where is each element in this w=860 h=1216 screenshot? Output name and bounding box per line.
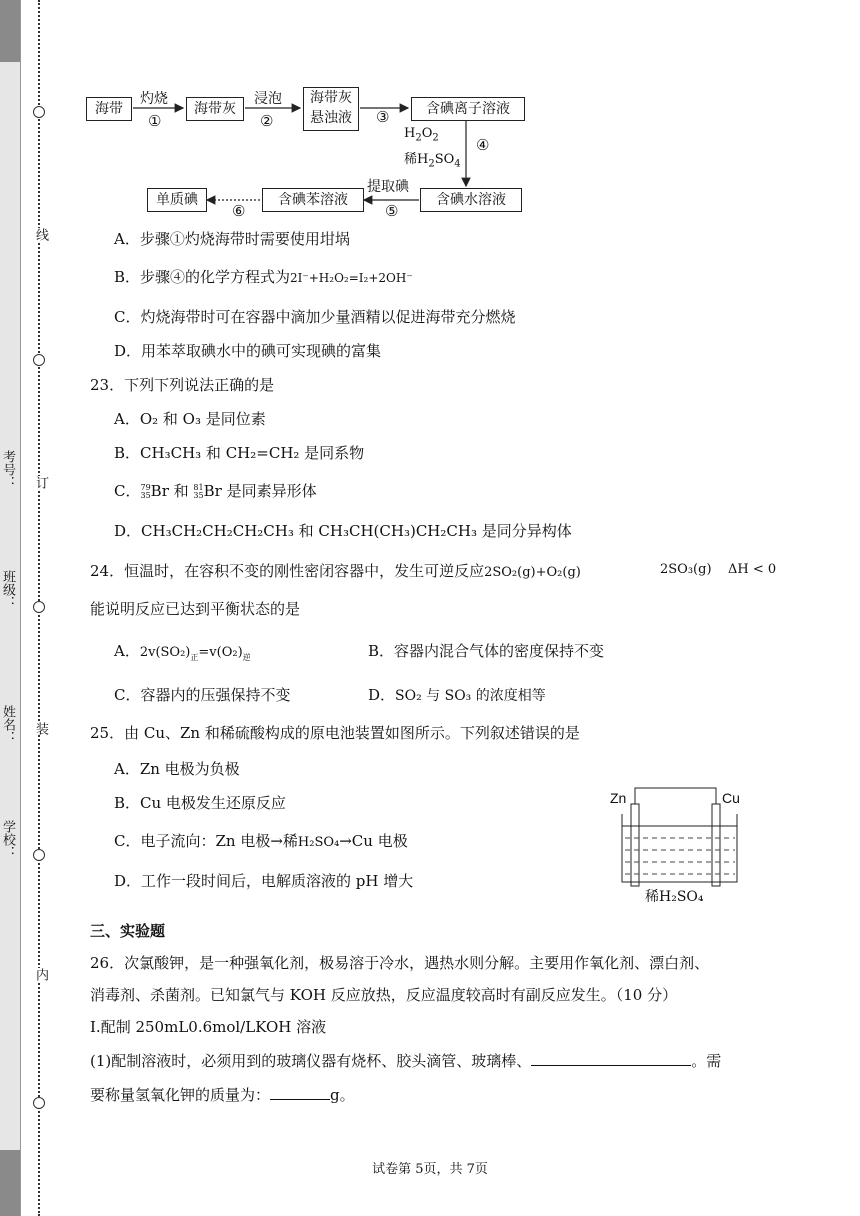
q26-question1-text2: 。需 <box>691 1052 722 1070</box>
q26-question1-line2-unit: g。 <box>330 1086 355 1104</box>
q24-option-a-sub1: 正 <box>190 653 199 662</box>
binding-circle <box>33 354 45 366</box>
q23-br81-atomic: 35 <box>193 491 204 500</box>
q22-option-b-equation: 2I⁻+H₂O₂=I₂+2OH⁻ <box>290 271 413 285</box>
q24-option-c: C．容器内的压强保持不变 <box>114 686 291 704</box>
q23-option-c <box>114 480 317 502</box>
q25-option-c <box>114 830 408 854</box>
q24-option-b: B．容器内混合气体的密度保持不变 <box>368 642 605 660</box>
q24-eq-left: 2SO₂(g)+O₂(g) <box>484 565 581 580</box>
info-number: 考号： <box>0 450 15 489</box>
q24-option-a-eq1: 2v(SO₂) <box>139 645 191 660</box>
q24-stem <box>90 560 581 584</box>
q25-option-c-h2so4: H₂SO₄ <box>297 835 340 850</box>
q23-option-c-text: 是同素异形体 <box>221 482 317 500</box>
q26-question1-line2 <box>90 1084 355 1106</box>
binding-char-ding: 订 <box>33 476 48 489</box>
q22-option-c: C．灼烧海带时可在容器中滴加少量酒精以促进海带充分燃烧 <box>114 308 516 326</box>
q24-option-a-sub2: 逆 <box>242 653 251 662</box>
q22-option-a: A．步骤①灼烧海带时需要使用坩埚 <box>114 230 350 248</box>
q24-eq-right: 2SO₃(g) <box>660 562 712 577</box>
q24-option-a-label: A． <box>114 642 140 660</box>
q26-line2: 消毒剂、杀菌剂。已知氯气与 KOH 反应放热，反应温度较高时有副反应发生。（10 分） <box>90 986 678 1004</box>
q23-option-c-label: C． <box>114 482 141 500</box>
figure-label-zn: Zn <box>610 790 627 806</box>
flow-node-suspension-line2: 悬浊液 <box>310 110 352 126</box>
q26-question1 <box>90 1050 721 1072</box>
q26-question1-text: (1)配制溶液时，必须用到的玻璃仪器有烧杯、胶头滴管、玻璃棒、 <box>90 1052 532 1070</box>
q25-option-c-text: C．电子流向：Zn 电极→稀 <box>114 832 298 850</box>
q24-option-d-text: SO₂ 与 SO₃ 的浓度相等 <box>395 688 546 704</box>
binding-char-nei: 内 <box>33 968 48 981</box>
figure-caption: 稀H₂SO₄ <box>645 889 704 905</box>
flow-node-haidai: 海带 <box>86 97 132 121</box>
flow-step-label: 灼烧 <box>140 91 168 107</box>
flow-node-suspension-line1: 海带灰 <box>310 90 352 106</box>
flow-node-haidaihui: 海带灰 <box>186 97 244 121</box>
q23-br81-nuclide-numbers <box>193 484 203 500</box>
binding-circle <box>33 1097 45 1109</box>
q26-subheading: I.配制 250mL0.6mol/LKOH 溶液 <box>90 1018 327 1036</box>
flow-step-number: ④ <box>476 136 490 154</box>
section-heading: 三、实验题 <box>90 922 166 940</box>
flow-step-number: ⑤ <box>385 202 399 220</box>
flow-node-iodine-water: 含碘水溶液 <box>420 188 522 212</box>
q22-option-d: D．用苯萃取碘水中的碘可实现碘的富集 <box>114 342 382 360</box>
info-name: 姓名： <box>0 705 15 744</box>
q23-br81-mass: 81 <box>193 483 204 492</box>
page-footer: 试卷第 5页，共 7页 <box>372 1162 488 1177</box>
q24-option-a-eq2: =v(O₂) <box>198 645 243 660</box>
flow-reagent-h2o2: $H_2O_2$ <box>404 126 439 144</box>
flow-step-label: 浸泡 <box>254 91 282 107</box>
q22-option-b <box>114 266 413 289</box>
answer-blank[interactable] <box>270 1085 330 1100</box>
figure-label-cu: Cu <box>722 790 740 806</box>
flow-node-iodine: 单质碘 <box>147 188 207 212</box>
flow-step-number: ⑥ <box>232 202 246 220</box>
q24-option-d <box>368 684 546 707</box>
q24-option-a <box>114 640 251 669</box>
q24-option-d-label: D． <box>368 686 396 704</box>
q24-stem-line2: 能说明反应已达到平衡状态的是 <box>90 600 301 618</box>
q23-br79-symbol: Br <box>150 482 169 500</box>
q25-option-b: B．Cu 电极发生还原反应 <box>114 794 286 812</box>
flow-reagent-h2so4: 稀$H_2SO_4$ <box>404 152 461 170</box>
q23-br79-nuclide-numbers <box>140 484 150 500</box>
flow-node-iodine-benzene: 含碘苯溶液 <box>262 188 364 212</box>
q23-br79-mass: 79 <box>140 483 151 492</box>
q25-option-d: D．工作一段时间后，电解质溶液的 pH 增大 <box>114 872 414 890</box>
q23-option-b: B．CH₃CH₃ 和 CH₂=CH₂ 是同系物 <box>114 444 365 462</box>
q22-option-b-text: B．步骤④的化学方程式为 <box>114 268 291 286</box>
flow-step-number: ① <box>148 112 162 130</box>
q23-br79-atomic: 35 <box>140 491 151 500</box>
binding-circle <box>33 849 45 861</box>
q26-line1: 26．次氯酸钾，是一种强氧化剂，极易溶于冷水，遇热水则分解。主要用作氧化剂、漂白剂、 <box>90 954 710 972</box>
q25-option-a: A．Zn 电极为负极 <box>114 760 240 778</box>
q25-option-c-text2: →Cu 电极 <box>339 832 408 850</box>
q26-question1-line2-text: 要称量氢氧化钾的质量为： <box>90 1086 271 1104</box>
binding-circle <box>33 601 45 613</box>
flow-step-number: ② <box>260 112 274 130</box>
q23-option-c-and: 和 <box>168 482 194 500</box>
flow-node-iodide-solution: 含碘离子溶液 <box>411 97 525 121</box>
q24-delta-h: ΔH < 0 <box>728 562 777 577</box>
q23-stem: 23．下列下列说法正确的是 <box>90 376 275 394</box>
galvanic-cell-figure <box>605 776 765 896</box>
q25-stem: 25．由 Cu、Zn 和稀硫酸构成的原电池装置如图所示。下列叙述错误的是 <box>90 724 580 742</box>
q23-br81-symbol: Br <box>203 482 222 500</box>
info-school: 学校： <box>0 820 15 859</box>
q23-option-a: A．O₂ 和 O₃ 是同位素 <box>114 410 266 428</box>
binding-char-xian: 线 <box>33 228 48 241</box>
flow-step-label: 提取碘 <box>367 179 409 195</box>
info-class: 班级： <box>0 570 15 609</box>
flow-step-number: ③ <box>376 108 390 126</box>
q23-option-d: D．CH₃CH₂CH₂CH₂CH₃ 和 CH₃CH(CH₃)CH₂CH₃ 是同分异构体 <box>114 522 572 540</box>
flow-node-suspension <box>303 87 359 131</box>
answer-blank[interactable] <box>531 1051 691 1066</box>
binding-char-zhuang: 装 <box>33 722 48 735</box>
q24-stem-text: 24．恒温时，在容积不变的刚性密闭容器中，发生可逆反应 <box>90 562 485 580</box>
